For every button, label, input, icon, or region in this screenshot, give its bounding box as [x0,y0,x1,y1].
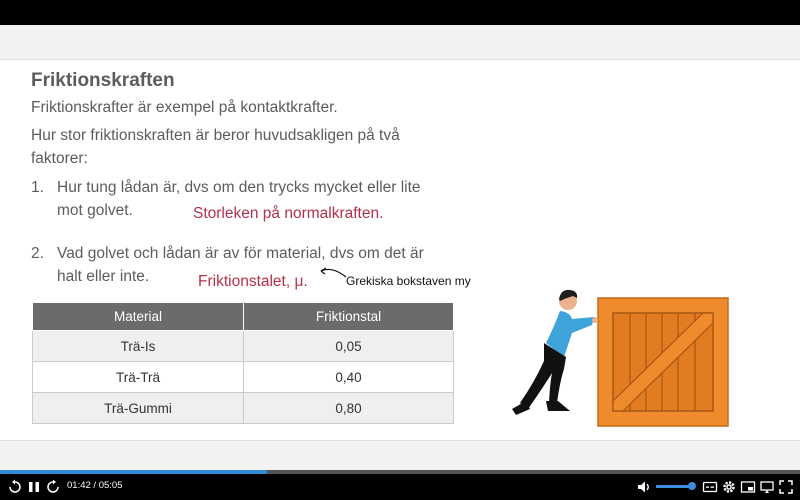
table-cell-value: 0,40 [244,362,454,393]
normal-force-annotation: Storleken på normalkraften. [193,205,384,222]
pip-icon[interactable] [740,479,756,495]
list-number-2: 2. [31,245,44,262]
settings-icon[interactable] [721,479,737,495]
replay-back-icon[interactable] [7,479,23,495]
list-item-2-line1: Vad golvet och lådan är av för material, dvs om det är [57,245,424,262]
duration: 05:05 [98,480,123,491]
table-header-coefficient: Friktionstal [244,303,454,331]
table-cell-value: 0,05 [244,331,454,362]
crate-icon [598,298,728,426]
table-row [33,331,454,362]
captions-icon[interactable] [702,479,718,495]
table-cell-material: Trä-Gummi [33,393,244,424]
list-number-1: 1. [31,179,44,196]
friction-table [32,302,454,424]
table-row [33,362,454,393]
intro-text: Friktionskrafter är exempel på kontaktkrafter. [31,99,338,116]
factors-text-line1: Hur stor friktionskraften är beror huvudsakligen på två [31,127,400,144]
volume-fill [656,485,692,488]
slide-bottom-band [0,440,800,470]
list-item-2-line2: halt eller inte. [57,268,150,285]
table-cell-value: 0,80 [244,393,454,424]
volume-icon[interactable] [636,479,652,495]
friction-coefficient-annotation: Friktionstalet, μ. [198,273,308,290]
person-icon [512,290,598,415]
fullscreen-icon[interactable] [778,479,794,495]
time-display [67,480,122,491]
list-item-1-line1: Hur tung lådan är, dvs om den trycks mycket eller lite [57,179,421,196]
man-pushing-crate-illustration [500,285,740,435]
list-item-1-line2: mot golvet. [57,202,133,219]
time-separator: / [93,480,97,491]
table-cell-material: Trä-Trä [33,362,244,393]
table-row [33,393,454,424]
cast-icon[interactable] [759,479,775,495]
volume-slider[interactable] [656,485,694,488]
volume-knob[interactable] [688,482,696,490]
table-header-material: Material [33,303,244,331]
table-cell-material: Trä-Is [33,331,244,362]
factors-text-line2: faktorer: [31,150,88,167]
current-time: 01:42 [67,480,91,491]
slide-title: Friktionskraften [31,70,175,91]
player-controls [0,474,800,500]
pause-icon[interactable] [26,479,42,495]
replay-forward-icon[interactable] [45,479,61,495]
slide-top-band [0,25,800,60]
greek-letter-note: Grekiska bokstaven my [346,274,471,288]
annotation-arrow-icon [318,266,348,280]
